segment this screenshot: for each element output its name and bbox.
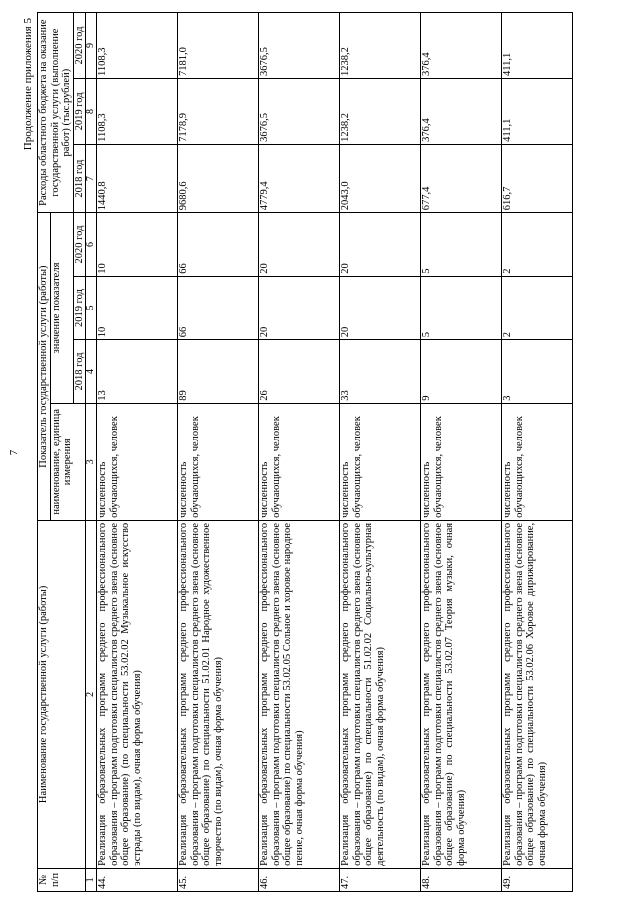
value-2018: 9 (421, 340, 502, 403)
row-number: 49. (502, 868, 573, 891)
value-2018: 89 (178, 340, 259, 403)
indicator-unit: численность обучающихся, человек (340, 403, 421, 520)
column-number: 8 (86, 78, 97, 144)
column-number: 7 (86, 144, 97, 212)
service-name: Реализация образовательных программ среднего профессионального образования – программ подготовки специалистов среднего звена (основное общее образование) по специальности 53.02.05 Сольное и хоровое народное пение, очная форма обучения) (259, 520, 340, 868)
header-num: № п/п (38, 868, 86, 891)
expense-2020: 376,4 (421, 13, 502, 79)
value-2018: 26 (259, 340, 340, 403)
header-year: 2020 год (73, 213, 86, 277)
row-number: 47. (340, 868, 421, 891)
continuation-note: Продолжение приложения 5 (22, 18, 34, 151)
value-2018: 33 (340, 340, 421, 403)
page-number: 7 (8, 449, 20, 456)
expense-2018: 1440,8 (97, 144, 178, 212)
table-row (421, 13, 502, 892)
column-number: 5 (86, 276, 97, 339)
indicator-unit: численность обучающихся, человек (421, 403, 502, 520)
expense-2018: 616,7 (502, 144, 573, 212)
value-2020: 10 (97, 213, 178, 277)
header-year: 2018 год (73, 144, 86, 212)
header-year: 2018 год (73, 340, 86, 403)
value-2020: 66 (178, 213, 259, 277)
value-2018: 3 (502, 340, 573, 403)
header-indicator-value: значение показателя (50, 213, 73, 403)
value-2019: 10 (97, 276, 178, 339)
value-2019: 20 (259, 276, 340, 339)
table-row (259, 13, 340, 892)
column-number: 4 (86, 340, 97, 403)
indicator-unit: численность обучающихся, человек (97, 403, 178, 520)
header-indicator-group: Показатель государственной услуги (работы) (38, 213, 51, 521)
column-number: 3 (86, 403, 97, 520)
value-2020: 5 (421, 213, 502, 277)
row-number: 45. (178, 868, 259, 891)
expense-2018: 2043,0 (340, 144, 421, 212)
header-indicator-name: наименование, единица измерения (50, 403, 86, 520)
value-2020: 20 (340, 213, 421, 277)
expense-2019: 1238,2 (340, 78, 421, 144)
table-row (97, 13, 178, 892)
service-name: Реализация образовательных программ среднего профессионального образования – программ подготовки специалистов среднего звена (основное общее образование) по специальности 53.02.07 Теория музыки, очная форма обучения) (421, 520, 502, 868)
service-name: Реализация образовательных программ среднего профессионального образования – программ подготовки специалистов среднего звена (основное общее образование) по специальности 53.02.06 Хоровое дирижирование, очная форма обучения) (502, 520, 573, 868)
row-number: 46. (259, 868, 340, 891)
expense-2020: 411,1 (502, 13, 573, 79)
value-2019: 2 (502, 276, 573, 339)
expense-2020: 3676,5 (259, 13, 340, 79)
row-number: 48. (421, 868, 502, 891)
service-name: Реализация образовательных программ среднего профессионального образования – программ подготовки специалистов среднего звена (основное общее образование) по специальности 51.02.02 Социально-культурная деятельность (по видам), очная форма обучения) (340, 520, 421, 868)
expense-2019: 376,4 (421, 78, 502, 144)
services-table (37, 12, 573, 892)
value-2019: 5 (421, 276, 502, 339)
expense-2019: 411,1 (502, 78, 573, 144)
expense-2018: 677,4 (421, 144, 502, 212)
header-expenses: Расходы областного бюджета на оказание государственной услуги (выполнение работ) (тыс.рублей) (38, 13, 74, 213)
indicator-unit: численность обучающихся, человек (259, 403, 340, 520)
value-2020: 2 (502, 213, 573, 277)
table-row (340, 13, 421, 892)
expense-2018: 4779,4 (259, 144, 340, 212)
header-year: 2020 год (73, 13, 86, 79)
column-number: 1 (86, 868, 97, 891)
header-year: 2019 год (73, 78, 86, 144)
expense-2018: 9680,6 (178, 144, 259, 212)
service-name: Реализация образовательных программ среднего профессионального образования – программ подготовки специалистов среднего звена (основное общее образование) по специальности 51.02.01 Народное художественное творчество (по видам), очная форма обучения) (178, 520, 259, 868)
expense-2020: 1238,2 (340, 13, 421, 79)
expense-2019: 3676,5 (259, 78, 340, 144)
column-number: 6 (86, 213, 97, 277)
expense-2019: 7178,9 (178, 78, 259, 144)
expense-2019: 1108,3 (97, 78, 178, 144)
table-row (502, 13, 573, 892)
expense-2020: 1108,3 (97, 13, 178, 79)
indicator-unit: численность обучающихся, человек (178, 403, 259, 520)
header-year: 2019 год (73, 276, 86, 339)
expense-2020: 7181,0 (178, 13, 259, 79)
service-name: Реализация образовательных программ среднего профессионального образования – программ подготовки специалистов среднего звена (основное общее образование) (по специальности 53.02.02 Музыкальное искусство эстрады (по видам), очная форма обучения) (97, 520, 178, 868)
value-2018: 13 (97, 340, 178, 403)
row-number: 44. (97, 868, 178, 891)
table-row (178, 13, 259, 892)
value-2020: 20 (259, 213, 340, 277)
column-number: 2 (86, 520, 97, 868)
value-2019: 20 (340, 276, 421, 339)
value-2019: 66 (178, 276, 259, 339)
column-number: 9 (86, 13, 97, 79)
indicator-unit: численность обучающихся, человек (502, 403, 573, 520)
header-service-name: Наименование государственной услуги (работы) (38, 520, 86, 868)
